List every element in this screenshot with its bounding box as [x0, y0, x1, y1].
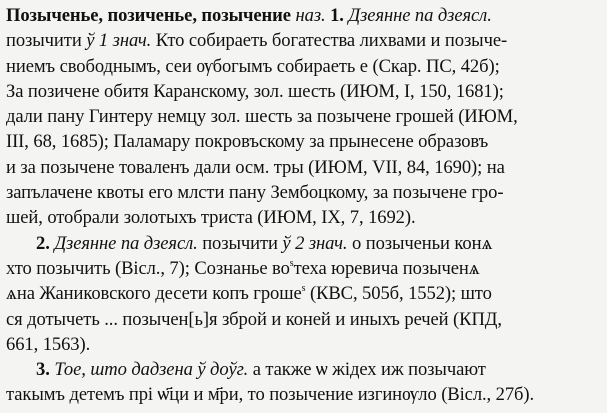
entry-line-2 [6, 28, 601, 53]
entry-line-15 [6, 357, 601, 382]
superscript-letter: s [301, 283, 306, 295]
sense-number: 3. [36, 359, 50, 381]
entry-line-5: дали пану Гинтеру немцу зол. шесть за позычене грошей (ИЮМ, [6, 106, 518, 128]
entry-line-4: За позичене обитя Каранскому, зол. шесть (ИЮМ, I, 150, 1681); [6, 80, 504, 102]
citation-text: (КВС, 505б, 1552); што [305, 283, 492, 305]
citation-text: хто позычить (Вісл., 7); Сознанье во [6, 257, 290, 279]
sense-gloss: Дзеянне па дзеясл. [348, 5, 492, 26]
headword: Позыченье, позиченье, позычение [6, 5, 291, 26]
sense-gloss: Тое, што дадзена ў доўг. [54, 359, 249, 381]
entry-line-3: ниемъ свободнымъ, сеи ѹбогымъ собираеть е (Скар. ПС, 42б); [6, 55, 500, 77]
sense-gloss: Дзеянне па дзеясл. [54, 232, 198, 254]
citation-text: теха юревича позыченѧ [293, 257, 480, 279]
citation-text: а также ѡ жідех иж позычают [248, 359, 486, 381]
entry-line-14: 661, 1563). [6, 333, 91, 355]
superscript-letter: s [289, 257, 294, 269]
part-of-speech: наз. [295, 5, 326, 26]
lemma-ref: позычити [6, 30, 87, 52]
meaning-ref: ў 1 знач. [86, 30, 152, 52]
entry-line-8: запълачене квоты его млсти пану Зембоцкому, за позычене гро- [6, 182, 504, 204]
sense-number: 1. [330, 5, 344, 26]
citation-text: Кто собираеть богатества лихвами и позыче- [151, 30, 508, 52]
dictionary-entry [6, 3, 601, 408]
entry-line-13: ся дотычеть ... позычен[ь]я зброй и коней и иныхъ речей (КПД, [6, 308, 502, 330]
entry-line-16: такымъ детемъ прі ѡ҃ци и м҃ри, то позычение изгинѹло (Вісл., 27б). [6, 384, 535, 406]
lemma-ref: позычити [197, 232, 283, 254]
entry-line-1 [6, 3, 601, 28]
entry-line-12 [6, 281, 601, 306]
citation-text: о позыченьи конѧ [347, 232, 493, 254]
sense-number: 2. [36, 232, 50, 254]
meaning-ref: ў 2 знач. [282, 232, 348, 254]
entry-line-10 [6, 231, 601, 256]
entry-line-6: III, 68, 1685); Паламару покровъскому за прынесене образовъ [6, 131, 489, 153]
entry-line-7: и за позычене товаленъ дали осм. тры (ИЮМ, VII, 84, 1690); на [6, 156, 505, 178]
entry-line-9: шей, отобрали золотыхъ триста (ИЮМ, IX, 7, 1692). [6, 207, 416, 229]
entry-line-11 [6, 256, 601, 281]
citation-text: ѧна Жаниковского десети копъ гроше [6, 283, 302, 305]
